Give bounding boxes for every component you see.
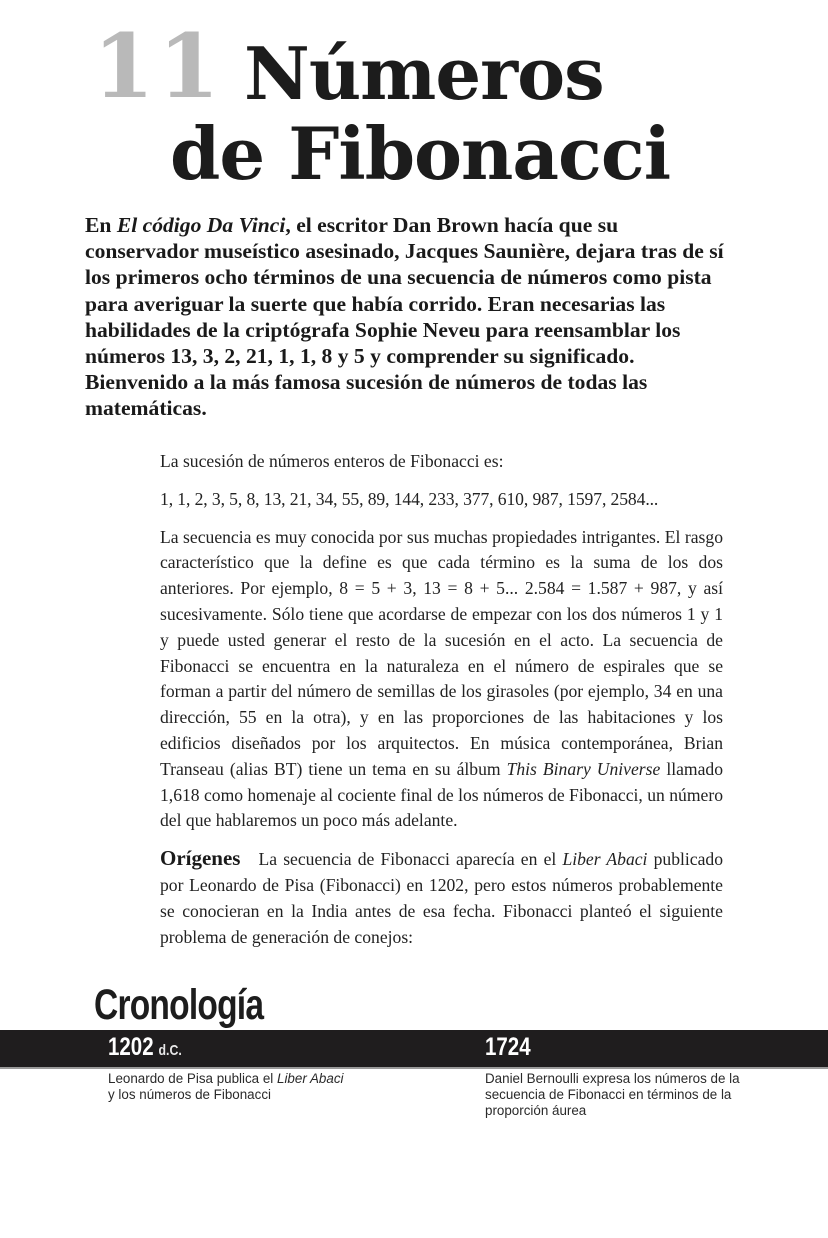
intro-text-rest: , el escritor Dan Brown hacía que su conservador museístico asesinado, Jacques Saunière, dejara tras de sí los primeros ocho términos de una secuencia de números como pista para averiguar la suerte que había corrido. Eran necesarias las habilidades de la criptógrafa Sophie Neveu para reensamblar los números 13, 3, 2, 21, 1, 1, 8 y 5 y comprender su significado. Bienvenido a la más famosa sucesión de números de todas las matemáticas. [85,213,724,421]
album-title: This Binary Universe [506,758,661,779]
chapter-title-line2: de Fibonacci [170,111,671,196]
timeline-era: d.C. [158,1042,182,1059]
timeline-desc-1724 [485,1071,785,1119]
chapter-title-line1: Números [244,31,604,116]
fibonacci-sequence: 1, 1, 2, 3, 5, 8, 13, 21, 34, 55, 89, 144, 233, 377, 610, 987, 1597, 2584... [160,488,659,509]
timeline-desc-italic: Liber Abaci [277,1071,344,1086]
origins-heading: Orígenes [160,846,241,871]
properties-text-end: llamado 1,618 como homenaje al cociente final de los números de Fibonacci, un número del que hablaremos un poco más adelante. [160,758,723,831]
body-text [160,449,723,962]
intro-text-start: En [85,213,117,237]
properties-text-start: La secuencia es muy conocida por sus muchas propiedades intrigantes. El rasgo característico que la define es que cada término es la suma de los dos anteriores. Por ejemplo, 8 = 5 + 3, 13 = 8 + 5... 2.584 = 1.587 + 987, y así sucesivamente. Sólo tiene que acordarse de empezar con los dos números 1 y 1 y puede usted generar el resto de la sucesión en el acto. La secuencia de Fibonacci se encuentra en la naturaleza en el número de espirales que se forman a partir del número de semillas de los girasoles (por ejemplo, 34 en una dirección, 55 en la otra), y en las proporciones de las habitaciones y los edificios diseñados por los arquitectos. En música contemporánea, Brian Transeau (alias BT) tiene un tema en su álbum [160,526,723,779]
timeline-desc-text: Leonardo de Pisa publica el [108,1071,277,1086]
origins-text-start: La secuencia de Fibonacci aparecía en el [258,849,563,870]
origins-text-end: publicado por Leonardo de Pisa (Fibonacci) en 1202, pero estos números probablemente se conocieran en la India antes de esa fecha. Fibonacci planteó el siguiente problema de generación de conejos: [160,849,723,947]
timeline-desc-text-end: y los números de Fibonacci [108,1087,271,1102]
timeline-title: Cronología [94,981,264,1029]
timeline-year-1724 [485,1035,531,1060]
timeline-year-value: 1724 [485,1033,531,1061]
intro-book-title: El código Da Vinci [116,213,286,237]
origins-paragraph [160,846,723,950]
timeline-year-value: 1202 [108,1033,154,1061]
sequence-intro: La sucesión de números enteros de Fibonacci es: [160,451,504,471]
timeline-year-1202 [108,1035,182,1060]
timeline-desc-text: Daniel Bernoulli expresa los números de la secuencia de Fibonacci en términos de la proporción áurea [485,1071,740,1118]
properties-paragraph [160,525,723,835]
intro-paragraph [85,212,725,422]
timeline-desc-1202 [108,1071,408,1103]
chapter-number: 11 [93,14,224,118]
origins-book-title: Liber Abaci [562,849,648,870]
